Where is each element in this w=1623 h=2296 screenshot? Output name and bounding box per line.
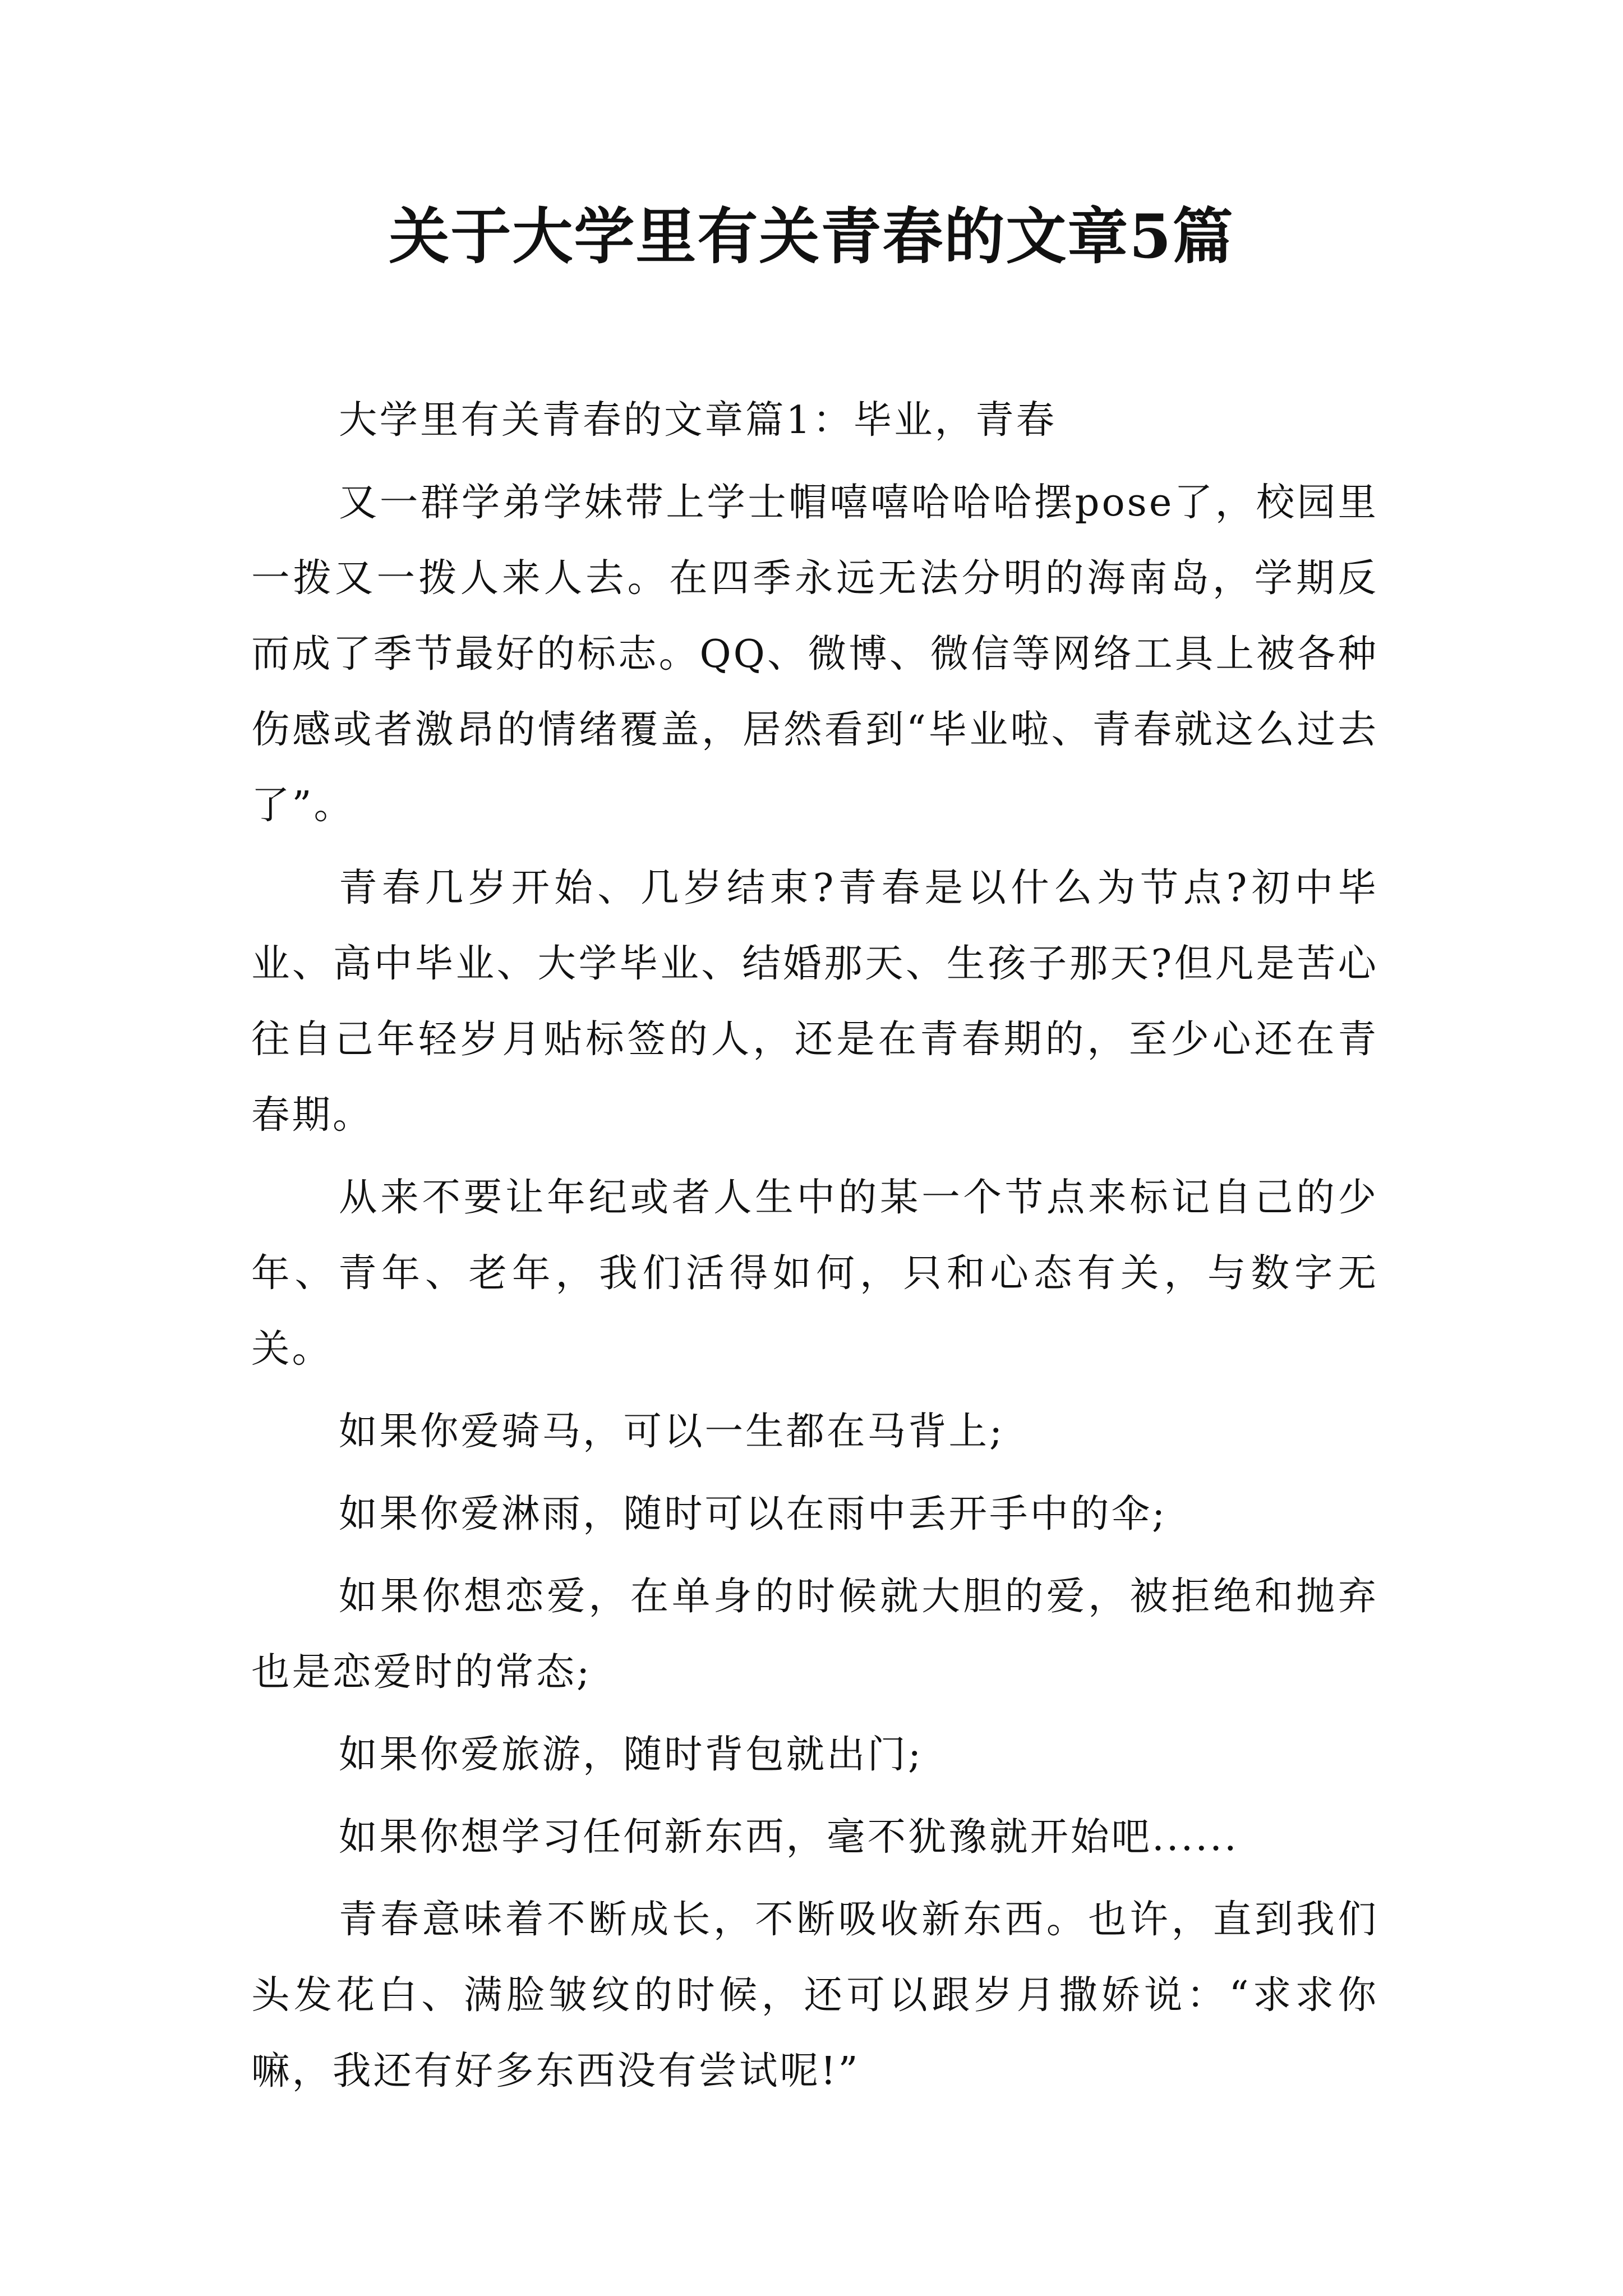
- paragraph: 如果你爱骑马，可以一生都在马背上;: [339, 1409, 1005, 1454]
- paragraph: 大学里有关青春的文章篇1：毕业，青春: [339, 398, 1057, 443]
- paragraph: 又一群学弟学妹带上学士帽嘻嘻哈哈哈摆pose了，校园里一拨又一拨人来人去。在四季永远无法分明的海南岛，学期反而成了季节最好的标志。QQ、微博、微信等网络工具上被各种伤感或者激昂的情绪覆盖，居然看到“毕业啦、青春就这么过去了”。: [251, 480, 1378, 828]
- paragraph: 从来不要让年纪或者人生中的某一个节点来标记自己的少年、青年、老年，我们活得如何，只和心态有关，与数字无关。: [251, 1175, 1378, 1372]
- document-body: [251, 383, 1378, 2116]
- paragraph: 青春几岁开始、几岁结束?青春是以什么为节点?初中毕业、高中毕业、大学毕业、结婚那天、生孩子那天?但凡是苦心往自己年轻岁月贴标签的人，还是在青春期的，至少心还在青春期。: [251, 866, 1378, 1138]
- paragraph: 如果你爱淋雨，随时可以在雨中丢开手中的伞;: [339, 1492, 1168, 1536]
- paragraph: 如果你爱旅游，随时背包就出门;: [339, 1732, 924, 1777]
- paragraph: 如果你想恋爱，在单身的时候就大胆的爱，被拒绝和抛弃也是恋爱时的常态;: [251, 1574, 1378, 1695]
- document-title: 关于大学里有关青春的文章5篇: [389, 201, 1234, 272]
- paragraph: 青春意味着不断成长，不断吸收新东西。也许，直到我们头发花白、满脸皱纹的时候，还可以跟岁月撒娇说：“求求你嘛，我还有好多东西没有尝试呢!”: [251, 1897, 1378, 2093]
- paragraph: 如果你想学习任何新东西，毫不犹豫就开始吧......: [339, 1815, 1239, 1860]
